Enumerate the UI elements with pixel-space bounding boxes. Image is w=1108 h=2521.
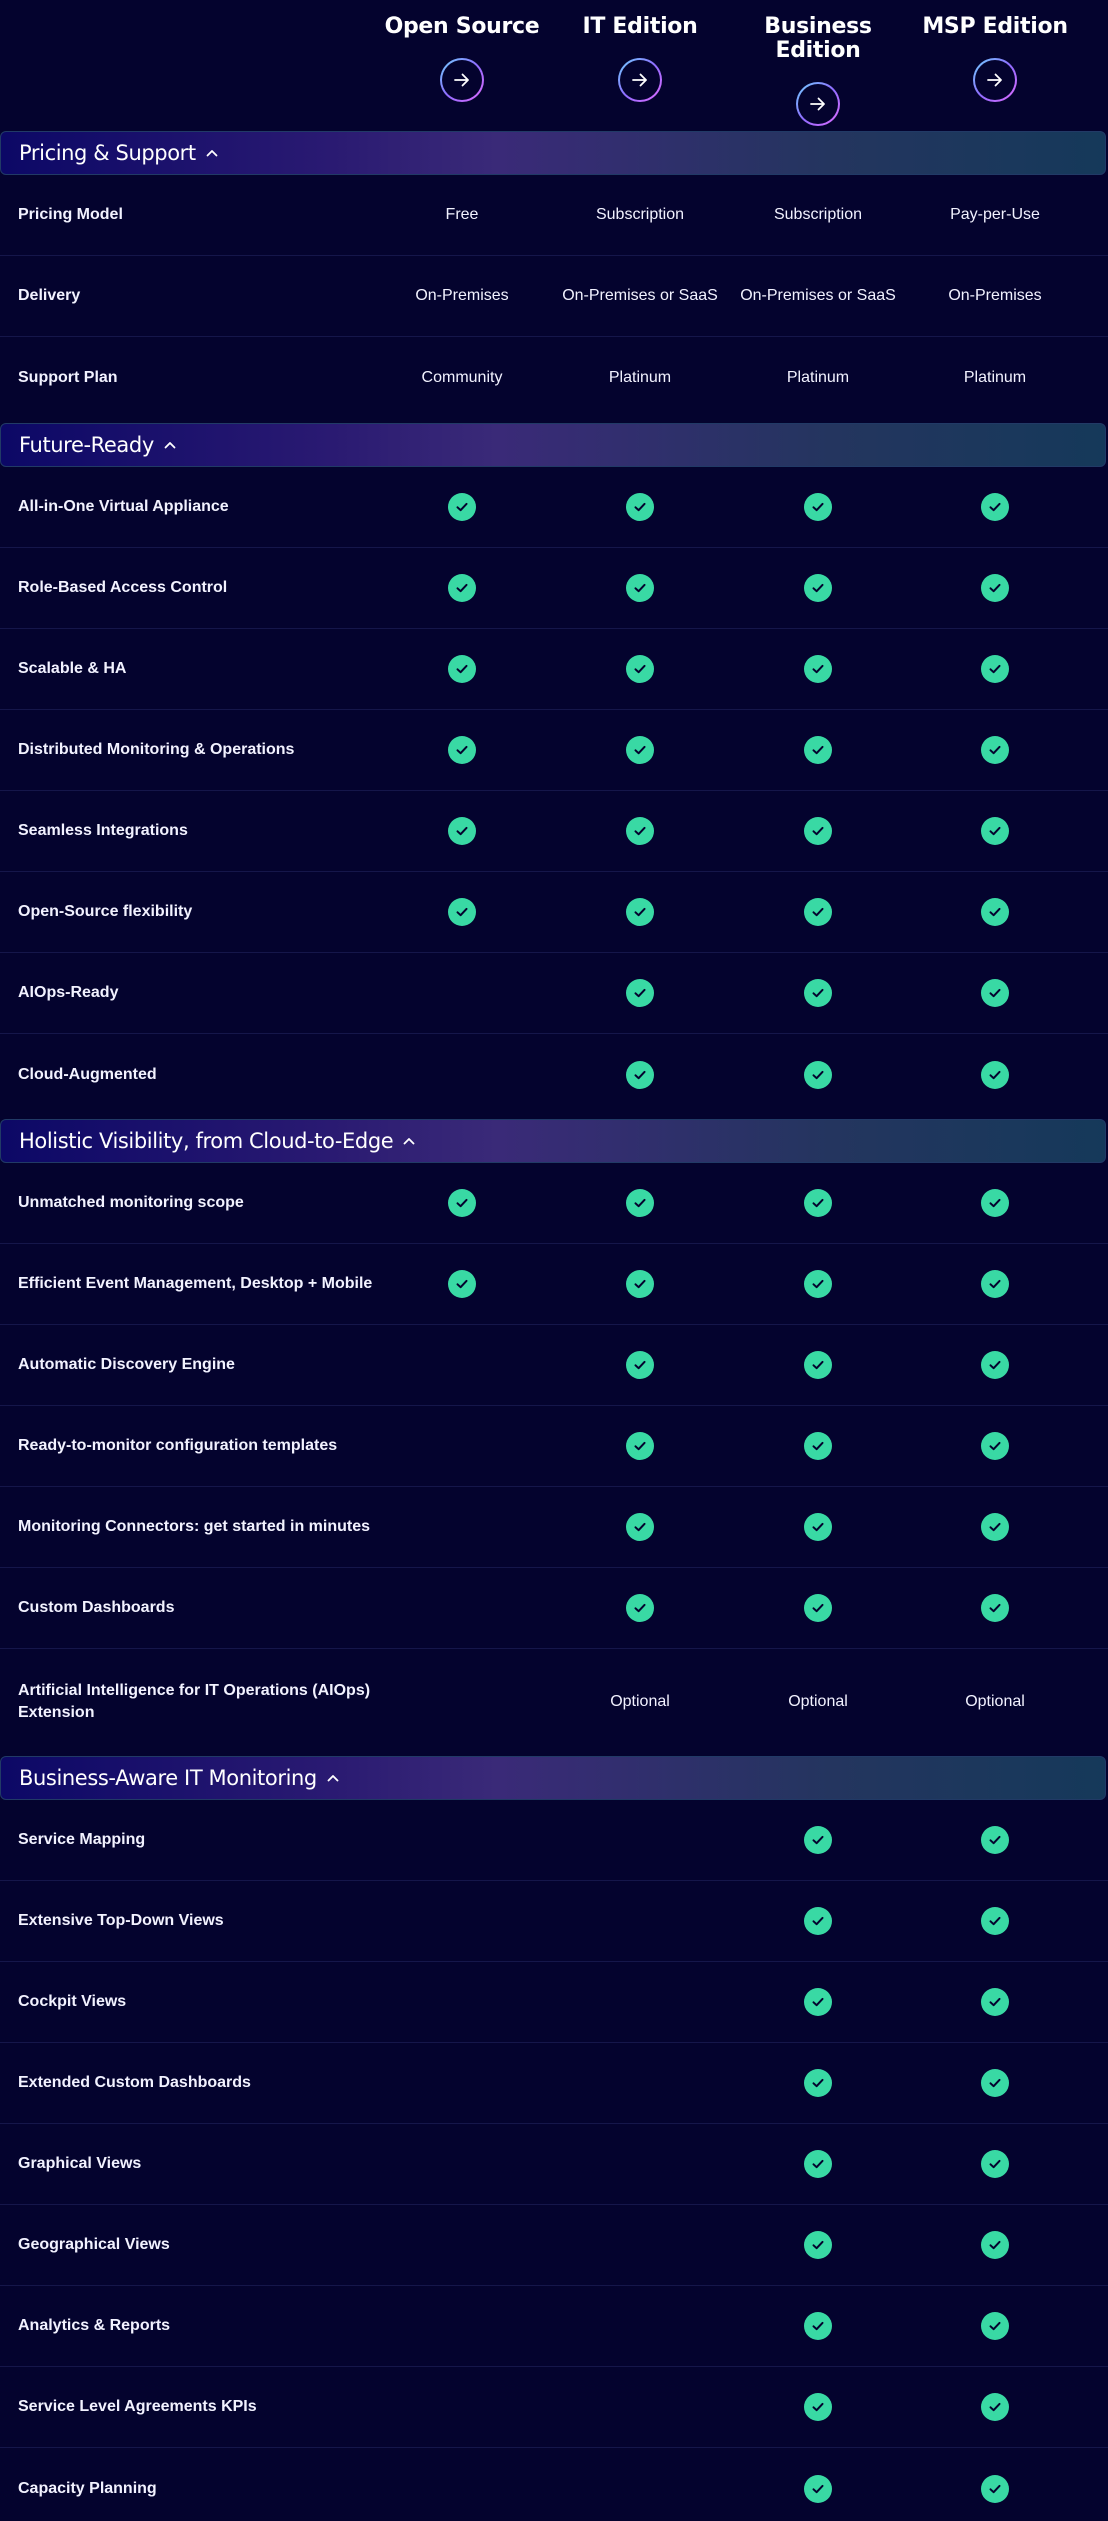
feature-cell [906,1962,1084,2042]
row-label: All-in-One Virtual Appliance [18,498,229,515]
row-label: Delivery [18,287,81,304]
row-label: Efficient Event Management, Desktop + Mobile [18,1275,373,1292]
chevron-up-icon[interactable] [403,1137,415,1145]
check-circle-icon [804,1594,832,1622]
check-circle-icon [804,898,832,926]
check-circle-icon [981,1270,1009,1298]
check-circle-icon [981,1189,1009,1217]
feature-cell [729,1881,907,1961]
check-circle-icon [626,1270,654,1298]
value-cell: Platinum [608,368,672,386]
empty-cell [373,2124,551,2204]
edition-title: MSP Edition [922,14,1068,39]
row-label: Artificial Intelligence for IT Operations (AIOps) Extension [18,1682,371,1721]
value-cell: Platinum [963,368,1027,386]
row-label: AIOps-Ready [18,984,119,1001]
check-circle-icon [981,2312,1009,2340]
table-row [0,548,1108,629]
check-circle-icon [626,493,654,521]
check-circle-icon [981,2150,1009,2178]
feature-cell [551,953,729,1033]
feature-cell [551,1325,729,1405]
feature-cell [729,629,907,709]
row-label: Open-Source flexibility [18,903,193,920]
table-row [0,2286,1108,2367]
table-row [0,629,1108,710]
table-row [0,175,1108,256]
feature-cell [906,2205,1084,2285]
feature-cell [729,1034,907,1115]
feature-cell [729,467,907,547]
value-cell: On-Premises or SaaS [562,287,718,304]
feature-cell [906,1163,1084,1243]
check-circle-icon [804,1432,832,1460]
edition-msp [906,0,1084,128]
feature-cell [906,953,1084,1033]
row-label: Geographical Views [18,2236,170,2253]
feature-cell [906,548,1084,628]
check-circle-icon [981,2475,1009,2503]
feature-cell [373,467,551,547]
feature-cell [906,1325,1084,1405]
feature-cell [729,1244,907,1324]
feature-cell [729,2448,907,2521]
section-title: Pricing & Support [19,141,196,165]
table-row [0,872,1108,953]
arrow-right-icon [985,70,1005,90]
empty-cell [373,953,551,1033]
check-circle-icon [448,1189,476,1217]
empty-cell [551,2367,729,2447]
table-row [0,2448,1108,2521]
feature-cell [729,548,907,628]
feature-cell [906,2286,1084,2366]
empty-cell [373,1487,551,1567]
chevron-up-icon[interactable] [164,441,176,449]
check-circle-icon [626,1432,654,1460]
table-row [0,1034,1108,1115]
check-circle-icon [448,493,476,521]
value-cell: Optional [965,1693,1025,1710]
section-header-business-aware-it-monitoring[interactable] [0,1756,1106,1800]
edition-it [551,0,729,128]
table-row [0,337,1108,418]
row-label: Cloud-Augmented [18,1065,157,1083]
table-row [0,1881,1108,1962]
value-cell: Subscription [773,206,863,223]
check-circle-icon [448,655,476,683]
feature-cell [729,710,907,790]
edition-header [0,0,1108,128]
feature-cell [551,1568,729,1648]
section-title: Business-Aware IT Monitoring [19,1766,317,1790]
edition-msp-button[interactable] [973,58,1017,102]
feature-cell [906,467,1084,547]
table-row [0,2367,1108,2448]
check-circle-icon [981,493,1009,521]
check-circle-icon [981,1351,1009,1379]
check-circle-icon [626,1351,654,1379]
check-circle-icon [981,1594,1009,1622]
check-circle-icon [804,736,832,764]
value-cell: On-Premises [948,287,1042,304]
check-circle-icon [804,493,832,521]
row-label: Support Plan [18,368,118,386]
check-circle-icon [448,1270,476,1298]
feature-cell [729,1406,907,1486]
feature-cell [551,1244,729,1324]
edition-it-button[interactable] [618,58,662,102]
table-row [0,710,1108,791]
arrow-right-icon [808,94,828,114]
check-circle-icon [981,1988,1009,2016]
edition-business [729,0,907,128]
feature-cell [729,1325,907,1405]
empty-cell [551,1962,729,2042]
check-circle-icon [804,1189,832,1217]
empty-cell [373,1962,551,2042]
feature-cell [551,872,729,952]
empty-cell [373,1649,551,1755]
check-circle-icon [981,736,1009,764]
value-cell: Free [445,206,479,223]
feature-cell [906,2367,1084,2447]
feature-cell [729,2286,907,2366]
table-row [0,1406,1108,1487]
row-label: Service Level Agreements KPIs [18,2398,257,2415]
row-label: Capacity Planning [18,2479,157,2497]
check-circle-icon [804,2231,832,2259]
check-circle-icon [626,1594,654,1622]
table-row [0,2205,1108,2286]
row-label: Extensive Top-Down Views [18,1912,224,1929]
row-label: Distributed Monitoring & Operations [18,741,295,758]
value-cell: On-Premises or SaaS [740,287,896,304]
arrow-right-icon [630,70,650,90]
check-circle-icon [981,1907,1009,1935]
feature-cell [906,1406,1084,1486]
table-row [0,791,1108,872]
empty-cell [373,2286,551,2366]
table-row [0,1244,1108,1325]
feature-cell [551,710,729,790]
row-label: Extended Custom Dashboards [18,2074,251,2091]
value-cell: Community [421,368,503,386]
table-row [0,2043,1108,2124]
feature-cell [906,791,1084,871]
check-circle-icon [448,574,476,602]
feature-cell [906,710,1084,790]
value-cell: Optional [610,1693,670,1710]
check-circle-icon [981,655,1009,683]
check-circle-icon [981,1826,1009,1854]
section-header-pricing-support[interactable] [0,131,1106,175]
check-circle-icon [804,1907,832,1935]
section-header-future-ready[interactable] [0,423,1106,467]
empty-cell [373,1406,551,1486]
value-cell: Subscription [595,206,685,223]
feature-cell [729,1568,907,1648]
table-row [0,256,1108,337]
feature-cell [906,1568,1084,1648]
empty-cell [551,2043,729,2123]
check-circle-icon [804,1513,832,1541]
feature-cell [906,2124,1084,2204]
chevron-up-icon[interactable] [206,149,218,157]
check-circle-icon [804,2393,832,2421]
row-label: Scalable & HA [18,660,127,677]
empty-cell [551,2448,729,2521]
check-circle-icon [626,1061,654,1089]
feature-cell [906,1034,1084,1115]
row-label: Monitoring Connectors: get started in minutes [18,1518,371,1535]
check-circle-icon [804,2069,832,2097]
feature-cell [906,1487,1084,1567]
feature-cell [373,710,551,790]
check-circle-icon [626,817,654,845]
row-label: Analytics & Reports [18,2317,171,2334]
value-cell: Optional [788,1693,848,1710]
value-cell: Pay-per-Use [950,206,1040,223]
empty-cell [373,1325,551,1405]
table-row [0,1487,1108,1568]
check-circle-icon [981,817,1009,845]
feature-cell [729,872,907,952]
table-row [0,2124,1108,2205]
check-circle-icon [981,574,1009,602]
feature-cell [551,467,729,547]
check-circle-icon [981,2231,1009,2259]
value-cell: Platinum [786,368,850,386]
check-circle-icon [804,979,832,1007]
feature-cell [551,629,729,709]
check-circle-icon [981,898,1009,926]
feature-cell [373,872,551,952]
row-label: Graphical Views [18,2155,142,2172]
empty-cell [551,2124,729,2204]
check-circle-icon [626,898,654,926]
row-label: Automatic Discovery Engine [18,1356,235,1373]
empty-cell [551,1800,729,1880]
row-label: Pricing Model [18,206,123,223]
feature-cell [551,1163,729,1243]
check-circle-icon [448,898,476,926]
edition-open-source [373,0,551,128]
check-circle-icon [804,574,832,602]
feature-cell [551,1034,729,1115]
check-circle-icon [448,736,476,764]
feature-cell [729,2124,907,2204]
check-circle-icon [626,979,654,1007]
feature-cell [373,1163,551,1243]
feature-cell [906,2043,1084,2123]
check-circle-icon [981,1513,1009,1541]
feature-cell [373,548,551,628]
feature-cell [906,1244,1084,1324]
feature-cell [906,872,1084,952]
check-circle-icon [804,1061,832,1089]
feature-cell [373,629,551,709]
check-circle-icon [626,655,654,683]
table-row [0,1325,1108,1406]
table-row [0,1649,1108,1755]
feature-cell [551,1487,729,1567]
feature-cell [729,2043,907,2123]
edition-title: Business Edition [764,14,872,63]
arrow-right-icon [452,70,472,90]
empty-cell [373,1881,551,1961]
empty-cell [373,2448,551,2521]
value-cell: On-Premises [415,287,509,304]
empty-cell [373,2367,551,2447]
check-circle-icon [804,1826,832,1854]
edition-title: IT Edition [582,14,698,39]
edition-title: Open Source [384,14,540,39]
feature-cell [729,1487,907,1567]
feature-cell [906,1800,1084,1880]
empty-cell [551,2205,729,2285]
check-circle-icon [804,817,832,845]
empty-cell [373,2043,551,2123]
feature-cell [551,791,729,871]
check-circle-icon [804,2475,832,2503]
table-row [0,1800,1108,1881]
row-label: Cockpit Views [18,1993,127,2010]
feature-cell [729,2205,907,2285]
table-row [0,467,1108,548]
check-circle-icon [981,1432,1009,1460]
check-circle-icon [626,1189,654,1217]
empty-cell [373,1034,551,1115]
check-circle-icon [981,1061,1009,1089]
check-circle-icon [981,2069,1009,2097]
check-circle-icon [981,2393,1009,2421]
feature-cell [729,2367,907,2447]
feature-cell [729,1800,907,1880]
check-circle-icon [626,1513,654,1541]
feature-cell [729,1163,907,1243]
empty-cell [373,2205,551,2285]
empty-cell [373,1800,551,1880]
chevron-up-icon[interactable] [327,1774,339,1782]
row-label: Unmatched monitoring scope [18,1194,244,1211]
check-circle-icon [804,655,832,683]
feature-cell [729,791,907,871]
check-circle-icon [804,2150,832,2178]
feature-cell [729,1962,907,2042]
check-circle-icon [804,2312,832,2340]
check-circle-icon [448,817,476,845]
row-label: Role-Based Access Control [18,579,228,596]
row-label: Service Mapping [18,1831,146,1848]
row-label: Ready-to-monitor configuration templates [18,1437,338,1454]
edition-business-button[interactable] [796,82,840,126]
check-circle-icon [804,1351,832,1379]
section-title: Holistic Visibility, from Cloud-to-Edge [19,1129,394,1153]
check-circle-icon [804,1988,832,2016]
feature-cell [551,1406,729,1486]
feature-cell [729,953,907,1033]
feature-cell [373,791,551,871]
edition-open-source-button[interactable] [440,58,484,102]
table-row [0,1962,1108,2043]
table-row [0,1163,1108,1244]
row-label: Seamless Integrations [18,822,188,839]
table-row [0,1568,1108,1649]
feature-cell [373,1244,551,1324]
check-circle-icon [804,1270,832,1298]
table-row [0,953,1108,1034]
empty-cell [373,1568,551,1648]
feature-cell [906,2448,1084,2521]
feature-cell [551,548,729,628]
check-circle-icon [626,736,654,764]
check-circle-icon [626,574,654,602]
check-circle-icon [981,979,1009,1007]
feature-cell [906,629,1084,709]
row-label: Custom Dashboards [18,1599,175,1616]
section-title: Future-Ready [19,433,154,457]
empty-cell [551,1881,729,1961]
section-header-holistic-visibility-from-cloud-to-edge[interactable] [0,1119,1106,1163]
empty-cell [551,2286,729,2366]
feature-cell [906,1881,1084,1961]
